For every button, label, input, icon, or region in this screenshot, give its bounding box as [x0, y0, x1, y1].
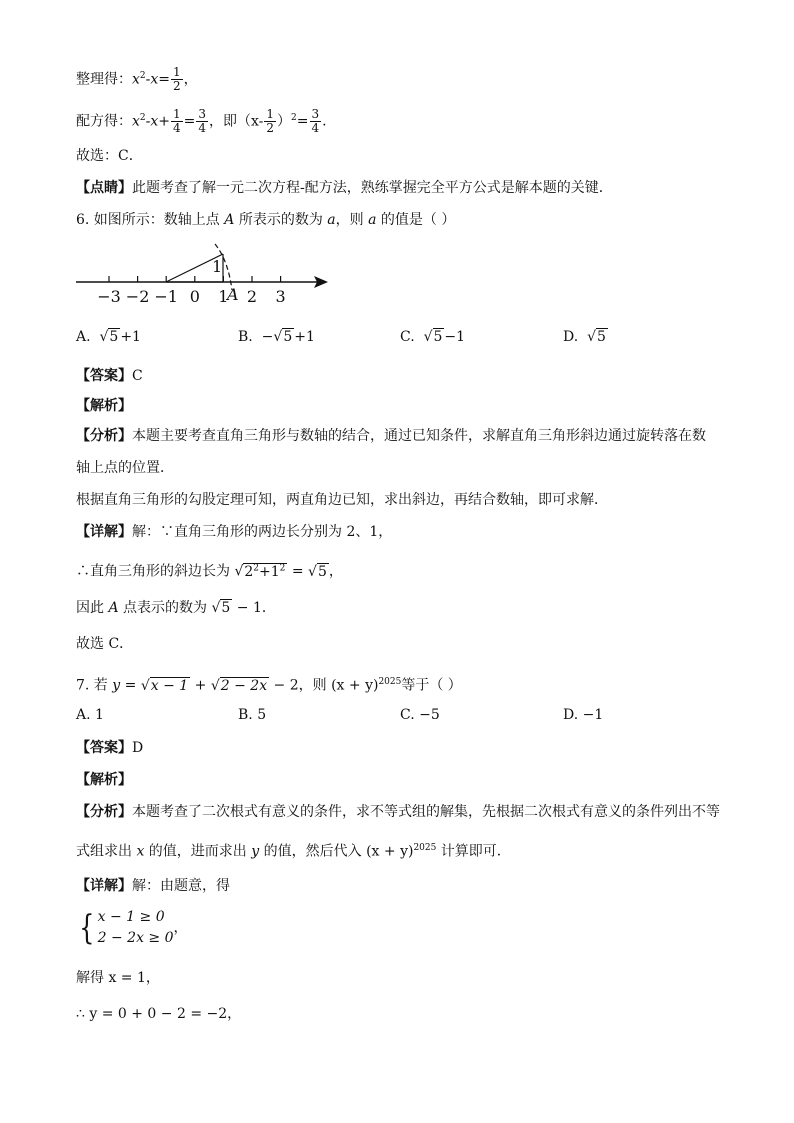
exponent: 2 — [253, 563, 260, 573]
radicand: 5 — [597, 329, 606, 345]
option-b — [238, 707, 266, 723]
fenxi-text: 本题主要考查直角三角形与数轴的结合，通过已知条件，求解直角三角形斜边通过旋转落在数 — [132, 428, 706, 444]
system-row: 2 − 2x ≥ 0 — [97, 930, 174, 946]
tag-fenxi: 【分析】 — [76, 428, 132, 444]
var: A — [224, 212, 235, 228]
xiangjie-6-line2 — [76, 558, 343, 582]
sqrt-expr: $√2^2+1^2$ — [234, 563, 286, 580]
exponent: 2025 — [378, 677, 402, 687]
denominator: 4 — [311, 121, 320, 136]
radicand: 5 — [221, 600, 231, 616]
xiangjie-text: 因此 — [76, 600, 109, 616]
option-d — [563, 329, 608, 345]
tick-label: −3 — [97, 287, 121, 306]
radicand: 2 — [244, 563, 254, 580]
tag-xiangjie: 【详解】 — [76, 878, 132, 894]
fenxi-text: 式组求出 — [76, 843, 137, 860]
side-label-1: 1 — [212, 257, 223, 276]
answer-value: C — [132, 368, 143, 384]
numerator: 1 — [173, 65, 181, 80]
xiangjie-text: − 1． — [232, 600, 276, 616]
option-label: B. — [238, 329, 253, 345]
sqrt-expr: √5 — [587, 329, 606, 345]
option-d — [563, 707, 603, 723]
equals: = — [183, 113, 196, 130]
xiangjie-text: 解：由题意，得 — [132, 878, 230, 894]
var: x — [132, 71, 140, 88]
numerator: 1 — [266, 107, 275, 122]
option-post: −1 — [444, 329, 466, 345]
punct: . — [322, 113, 327, 130]
fraction — [196, 108, 208, 135]
xiangjie-text: ∴直角三角形的斜边长为 — [76, 563, 235, 580]
numerator: 1 — [173, 107, 181, 122]
punct: ， — [173, 920, 188, 936]
line-peifang — [76, 108, 327, 135]
fenxi-6-line1 — [76, 426, 706, 446]
var: y — [112, 677, 121, 694]
option-post: +1 — [294, 329, 315, 345]
option-value: −1 — [582, 707, 604, 723]
var: x — [132, 113, 140, 130]
tick-label: 0 — [189, 287, 200, 306]
fenxi-text: 计算即可． — [436, 843, 511, 860]
option-c — [400, 707, 440, 723]
option-post: +1 — [120, 329, 141, 345]
fenxi-6-line3: 根据直角三角形的勾股定理可知，两直角边已知，求出斜边，再结合数轴，即可求解． — [76, 492, 608, 508]
option-a — [76, 329, 141, 345]
var: y — [251, 843, 260, 860]
option-value: 1 — [95, 707, 104, 723]
var: a — [327, 212, 336, 228]
numerator: 3 — [198, 107, 207, 122]
punct: ， — [328, 563, 343, 580]
question-7-stem — [76, 672, 462, 696]
equals: = — [287, 563, 309, 580]
line-zhengli — [76, 66, 198, 93]
option-label: D. — [563, 329, 579, 345]
option-b — [238, 329, 315, 345]
line-dianjing — [76, 178, 613, 198]
fenxi-text: 本题考查了二次根式有意义的条件，求不等式组的解集，先根据二次根式有意义的条件列出不等 — [132, 804, 720, 820]
denominator: 2 — [173, 79, 181, 94]
option-label: C. — [400, 707, 415, 723]
xiangjie-7-line3: 解得 x = 1， — [76, 970, 160, 986]
answer-6 — [76, 366, 143, 386]
xiangjie-text: 点表示的数为 — [118, 600, 212, 616]
fraction — [310, 108, 322, 135]
tag-answer: 【答案】 — [76, 368, 132, 384]
equals: = — [296, 113, 309, 130]
fenxi-text: 的值，进而求出 — [144, 843, 252, 860]
system-rows — [98, 907, 174, 949]
expr: -x= — [145, 71, 170, 88]
exponent: 2 — [291, 113, 297, 123]
exponent: 2 — [139, 71, 146, 81]
tick-label: 3 — [275, 287, 286, 306]
tick-label: −2 — [125, 287, 150, 306]
denominator: 4 — [173, 121, 181, 136]
stem-text: 7. 若 — [76, 677, 113, 694]
tag-fenxi: 【分析】 — [76, 804, 132, 820]
tick-group — [97, 276, 285, 306]
answer-7 — [76, 738, 143, 758]
option-value: −5 — [419, 707, 440, 723]
fenxi-text: 的值，然后代入 (x + y) — [259, 843, 414, 860]
option-label: C. — [400, 329, 415, 345]
tick-label: 1 — [218, 287, 229, 306]
xiangjie-text: 解：∵直角三角形的两边长分别为 2、1， — [132, 524, 393, 540]
tick-label: −1 — [154, 287, 178, 306]
fraction — [171, 66, 183, 93]
fraction — [171, 108, 183, 135]
denominator: 4 — [198, 121, 207, 136]
option-value: 5 — [257, 707, 267, 723]
fenxi-7-line1 — [76, 802, 720, 822]
equals: = — [120, 677, 141, 694]
option-label: A. — [76, 707, 91, 723]
stem-text: − 2，则 (x + y) — [269, 677, 379, 694]
tag-xiangjie: 【详解】 — [76, 524, 132, 540]
option-a — [76, 707, 104, 723]
radicand: 5 — [283, 329, 293, 345]
expr: ，即（x- — [209, 113, 264, 130]
sqrt-expr: √5 — [273, 329, 293, 345]
option-c — [400, 329, 465, 345]
fenxi-7-line2 — [76, 838, 511, 862]
exponent: 2025 — [413, 843, 437, 853]
punct: ， — [183, 71, 198, 88]
point-label-A: A — [227, 285, 239, 304]
stem-text: 的值是（ ） — [376, 212, 456, 228]
jiexi-7: 【解析】 — [76, 772, 132, 788]
var: x — [136, 843, 145, 860]
sqrt-expr: √2 − 2x — [210, 677, 268, 694]
sqrt-expr: √5 — [423, 329, 443, 345]
radicand: 2 − 2x — [220, 677, 268, 694]
radicand: 5 — [433, 329, 443, 345]
label-text: 整理得： — [76, 71, 132, 88]
xiangjie-7-line1 — [76, 876, 230, 896]
exponent: 2 — [139, 113, 146, 123]
xiangjie-6-line3 — [76, 598, 276, 618]
option-pre: − — [261, 329, 274, 345]
tag-answer: 【答案】 — [76, 740, 132, 756]
answer-value: D — [132, 740, 144, 756]
radicand: x − 1 — [150, 677, 189, 694]
expr: -x+ — [145, 113, 170, 130]
stem-text: 所表示的数为 — [234, 212, 328, 228]
inequality-system — [76, 906, 188, 950]
radicand: 5 — [317, 563, 327, 580]
left-brace: { — [79, 908, 95, 948]
var: A — [108, 600, 119, 616]
system-row: x − 1 ≥ 0 — [97, 909, 165, 925]
radicand: 5 — [109, 329, 119, 345]
label-text: 配方得： — [76, 113, 132, 130]
sqrt-expr: √x − 1 — [140, 677, 189, 694]
paren: ） — [277, 113, 292, 130]
fenxi-6-line2: 轴上点的位置． — [76, 460, 174, 476]
var: a — [368, 212, 377, 228]
xiangjie-6-line1 — [76, 522, 392, 542]
tick-label: 2 — [246, 287, 258, 306]
line-guxuan-c: 故选：C． — [76, 148, 143, 164]
exponent: 2 — [279, 563, 286, 573]
jiexi-6: 【解析】 — [76, 398, 132, 414]
stem-text: 等于（ ） — [401, 677, 462, 694]
question-6-stem — [76, 210, 455, 230]
fraction — [264, 108, 276, 135]
stem-text: ，则 — [335, 212, 369, 228]
sqrt-expr: √5 — [211, 600, 231, 616]
option-label: B. — [238, 707, 253, 723]
radicand: +1 — [259, 563, 280, 580]
denominator: 2 — [266, 121, 275, 136]
sqrt-expr: √5 — [308, 563, 327, 580]
option-label: A. — [76, 329, 91, 345]
option-label: D. — [563, 707, 579, 723]
dianjing-text: 此题考查了解一元二次方程-配方法，熟练掌握完全平方公式是解本题的关键． — [132, 180, 613, 196]
stem-text: 6. 如图所示：数轴上点 — [76, 212, 225, 228]
number-line-figure — [70, 238, 340, 310]
plus: + — [190, 677, 211, 694]
numerator: 3 — [311, 107, 320, 122]
sqrt-expr: √5 — [99, 329, 119, 345]
tag-dianjing: 【点睛】 — [76, 180, 132, 196]
xiangjie-7-line4: ∴ y = 0 + 0 − 2 = −2， — [76, 1006, 242, 1022]
xiangjie-6-line4: 故选 C． — [76, 636, 134, 652]
